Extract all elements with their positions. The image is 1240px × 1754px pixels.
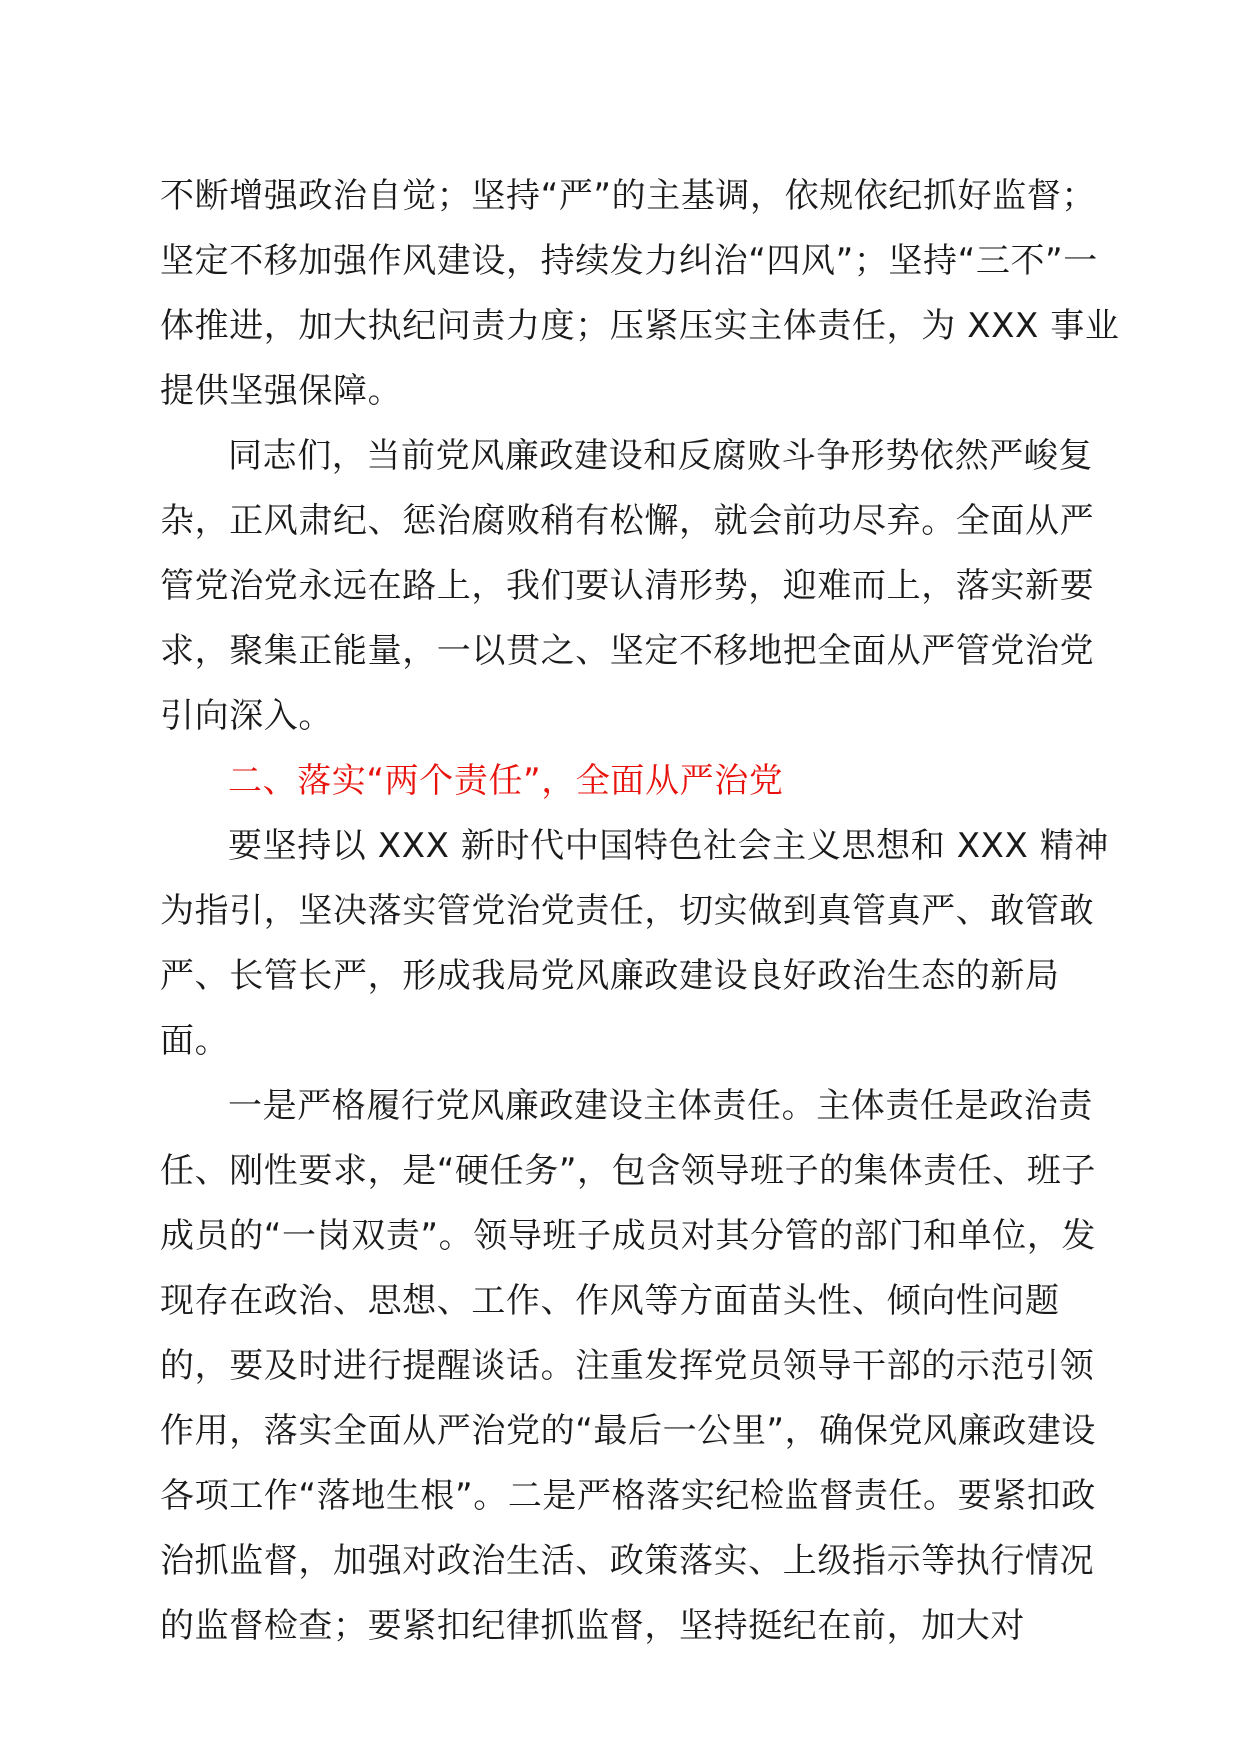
paragraph-guidance: 要坚持以 XXX 新时代中国特色社会主义思想和 XXX 精神为指引，坚决落实管党治党责任，切实做到真管真严、敢管敢严、长管长严，形成我局党风廉政建设良好政治生态的新局面。 — [160, 826, 1109, 1061]
paragraph-responsibilities: 一是严格履行党风廉政建设主体责任。主体责任是政治责任、刚性要求，是“硬任务”，包含领导班子的集体责任、班子成员的“一岗双责”。领导班子成员对其分管的部门和单位，发现存在政治、思想、工作、作风等方面苗头性、倾向性问题的，要及时进行提醒谈话。注重发挥党员领导干部的示范引领作用，落实全面从严治党的“最后一公里”，确保党风廉政建设各项工作“落地生根”。二是严格落实纪检监督责任。要紧扣政治抓监督，加强对政治生活、政策落实、上级指示等执行情况的监督检查；要紧扣纪律抓监督，坚持挺纪在前，加大对 — [160, 1086, 1097, 1646]
paragraph-continued: 不断增强政治自觉；坚持“严”的主基调，依规依纪抓好监督；坚定不移加强作风建设，持续发力纠治“四风”；坚持“三不”一体推进，加大执纪问责力度；压紧压实主体责任，为 XXX 事业提供坚强保障。 — [160, 176, 1120, 411]
section-heading-2: 二、落实“两个责任”，全面从严治党 — [228, 761, 784, 801]
paragraph-situation: 同志们，当前党风廉政建设和反腐败斗争形势依然严峻复杂，正风肃纪、惩治腐败稍有松懈，就会前功尽弃。全面从严管党治党永远在路上，我们要认清形势，迎难而上，落实新要求，聚集正能量，一以贯之、坚定不移地把全面从严管党治党引向深入。 — [160, 436, 1095, 736]
document-body — [160, 164, 1120, 1659]
